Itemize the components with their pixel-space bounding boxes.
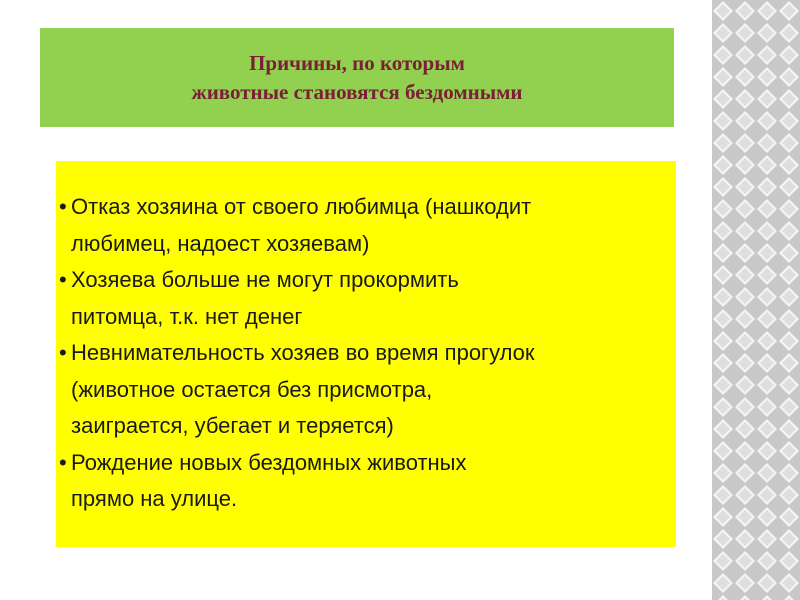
bullet-text-line: питомца, т.к. нет денег [71,303,303,329]
side-pattern-decoration [712,0,800,600]
list-item [59,189,676,262]
bullet-text-line: заиграется, убегает и теряется) [71,413,394,438]
list-item [59,335,676,445]
bullet-list [59,189,676,518]
bullet-text-line: Рождение новых бездомных животных [71,449,467,475]
bullet-text-line: Хозяева больше не могут прокормить [71,267,459,292]
diamond-pattern-icon [712,0,800,600]
title-banner [40,28,674,127]
list-item [59,445,676,518]
title-line-2: животные становятся бездомными [191,79,523,104]
list-item [59,262,676,335]
bullet-text-line: Невнимательность хозяев во время прогулок [71,340,535,365]
bullet-icon: • [59,194,67,219]
content-box [56,161,676,547]
bullet-icon: • [59,267,67,292]
bullet-icon: • [59,449,67,475]
bullet-icon: • [59,340,67,365]
title-line-1: Причины, по которым [249,50,465,75]
bullet-text-line: Отказ хозяина от своего любимца (нашкодит [71,194,532,219]
bullet-text-line: прямо на улице. [71,486,238,511]
bullet-text-line: любимец, надоест хозяевам) [71,230,370,256]
bullet-text-line: (животное остается без присмотра, [71,376,433,402]
